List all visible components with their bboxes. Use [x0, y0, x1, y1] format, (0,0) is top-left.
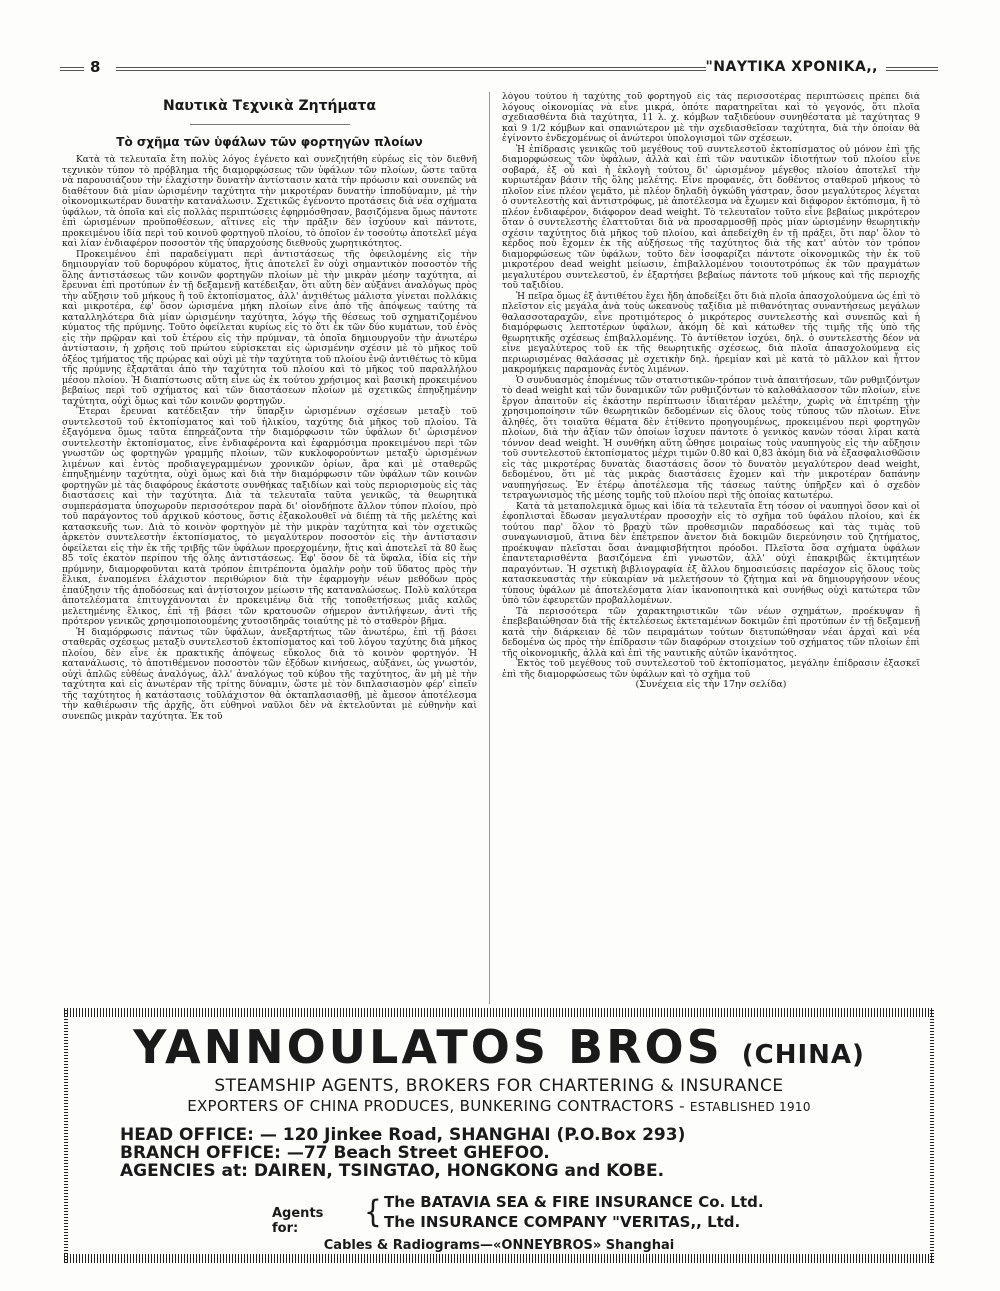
ad-services-line: STEAMSHIP AGENTS, BROKERS FOR CHARTERING & INSURANCE [214, 1076, 784, 1096]
section-title-rule [190, 124, 350, 125]
ad-exporters-text: EXPORTERS OF CHINA PRODUCES, BUNKERING CONTRACTORS - [187, 1097, 690, 1115]
brace-icon: { [364, 1193, 382, 1230]
paragraph: Ἐκτὸς τοῦ μεγέθους τοῦ συντελεστοῦ τοῦ ἐκτοπίσματος, μεγάλην ἐπίδρασιν ἐξασκεῖ ἐπὶ τῆς διαμορφώσεως τῶν ὑφάλων καὶ τὸ σχῆμα τοῦ [502, 659, 920, 680]
paragraph: Ἡ διαμόρφωσις πάντως τῶν ὑφάλων, ἀνεξαρτήτως τῶν ἀνωτέρω, ἐπὶ τῇ βάσει σταθερᾶς σχέσεως μεταξὺ συντελεστοῦ ἐκτοπίσματος καὶ τοῦ λόγου ταχύτης διὰ μῆκος πλοίου, δὲν εἶνε ἐκ πρακτικῆς ἀπόψεως εὔκολος διὰ τὸ κοινὸν φορτηγόν. Ἡ κατανάλωσις, τὸ ἀποτιθέμενον ποσοστὸν τῶν ἐξόδων κινήσεως, αὐξάνει, ὡς γνωστόν, οὐχὶ ἁπλῶς εὐθέως ἀναλόγως, ἀλλ' ἀναλόγως τοῦ κύβου τῆς ταχύτητος, ἂν μὴ μὲ τὴν ταχύτητα καὶ εἰς ἀνωτέραν τῆς τρίτης δύναμιν, ὥστε μὲ τὸν διπλασιασμὸν φέρ' εἰπεῖν τῆς ταχύτητος ἡ κατάστασις τοῦλάχιστον θὰ ὀκταπλασιασθῇ, μὲ ἄμεσον ἀποτέλεσμα τὴν καθιέρωσιν τῆς ἀρχῆς, ὅτι εὐθηνοὶ ναῦλοι δὲν νὰ ἐκτελοῦνται μὲ εὐθηνὴν καὶ συνεπῶς μικρὰν ταχύτητα. Ἐκ τοῦ [62, 627, 477, 722]
page-number: 8 [90, 58, 101, 76]
ad-agencies: AGENCIES at: DAIREN, TSINGTAO, HONGKONG and KOBE. [120, 1161, 665, 1181]
header-rule-middle [116, 67, 706, 71]
paragraph: Ὁ συνδυασμὸς ἑπομένως τῶν στατιστικῶν-τρόπον τινὰ ἀπαιτήσεων, τῶν ρυθμιζόντων τὸ dead weight καὶ τῶν δυναμικῶν τῶν ρυθμιζόντων τὸ καλοθάλασσον τῶν πλοίων, εἶνε ἔργον ἀπαιτοῦν εἰς ἑκάστην περίπτωσιν ἰδιαιτέραν μελέτην, χωρὶς νὰ ἐπιτρέπῃ τὴν χρησιμοποίησιν τῶν θεωρητικῶν δεδομένων εἰς ὅλους τοὺς τύπους τῶν πλοίων. Εἶνε ἀληθές, ὅτι τοιαῦτα θέματα δὲν ἐτίθεντο προηγουμένως, προκειμένου περὶ φορτηγῶν πλοίων, διὰ τὴν ἀξίαν τῶν ὁποίων ἴσχυεν πάντοτε ὁ γενικὸς κανὼν τόσαι λίραι κατὰ τόννον dead weight. Ἡ συνθήκη αὕτη ὤθησε μοιραίως τοὺς ναυπηγοὺς εἰς τὴν αὔξησιν τοῦ συντελεστοῦ ἐκτοπίσματος μέχρι τιμῶν 0.80 καὶ 0,83 ἀκόμη διὰ νὰ ἐξασφαλισθῶσιν εἰς τὰς μικροτέρας δυνατὰς διαστάσεις ὅσον τὸ δυνατὸν μεγαλύτερον dead weight, δεδομένου, ὅτι μὲ τὰς μικρὰς διαστάσεις ἔχομεν καὶ τὴν μικροτέραν δαπάνην ναυπηγήσεως. Ἐν ἑτέρῳ ἀποτέλεσμα τῆς τάσεως ταύτης ὑπῆρξεν καὶ ὁ σχεδὸν τετραγωνισμὸς τῆς μέσης τομῆς τοῦ πλοίου περὶ τῆς ὁποίας κατωτέρω. [502, 375, 920, 501]
advertisement-box [64, 1008, 934, 1263]
ad-branch-office: BRANCH OFFICE: —77 Beach Street GHEFOO. [120, 1143, 550, 1163]
page-header [60, 58, 938, 82]
ad-border-bottom [64, 1254, 934, 1263]
paragraph: Τὰ περισσότερα τῶν χαρακτηριστικῶν τῶν νέων σχημάτων, προέκυψαν ἢ ἐπεβεβαιώθησαν διὰ τῆς ἐκτελέσεως ἐκτεταμένων δοκιμῶν ἐπὶ προτύπων ἐν τῇ δεξαμενῇ κατὰ τὴν διάρκειαν δὲ τῶν πειραμάτων τούτων διετυπώθησαν νέαι ἀρχαὶ καὶ νέα δεδομένα ὡς πρὸς τὴν ἐπίδρασιν τῶν διαφόρων στοιχείων τοῦ σχήματος τῶν πλοίων ἐπὶ τῆς οἰκονομικῆς, ἀλλὰ καὶ ἐπὶ τῆς ναυτικῆς αὐτῶν ἱκανότητος. [502, 606, 920, 659]
paragraph: Προκειμένου ἐπὶ παραδείγματι περὶ ἀντιστάσεως τῆς ὀφειλομένης εἰς τὴν δημιουργίαν τοῦ δορυφόρου κύματος, ἥτις ἀποτελεῖ ἓν οὐχὶ σημαντικὸν ποσοστὸν τῆς ὅλης ἀντιστάσεως τῶν κοινῶν φορτηγῶν πλοίων μὲ τὴν μικρὰν μέσην ταχύτητα, αἱ ἔρευναι ἐπὶ προτύπων ἐν τῇ δεξαμενῇ κατέδειξαν, ὅτι αὕτη δὲν αὐξάνει ἀναλόγως πρὸς τὴν αὔξησιν τοῦ μήκους ἢ τοῦ ἐκτοπίσματος, ἀλλ' ἀντιθέτως μάλιστα γίνεται πολλάκις καὶ μικροτέρα, ἐφ' ὅσον ὡρισμένα μήκη πλοίων εἶνε ἀπὸ τῆς ἀπόψεως ταύτης τὰ καταλληλότερα διὰ μίαν ὡρισμένην ταχύτητα, λόγῳ τῆς θέσεως τοῦ σχηματιζομένου κύματος τῆς πρύμνης. Τοῦτο ὀφείλεται κυρίως εἰς τὸ ὅτι ἐκ τῶν δύο κυμάτων, τοῦ ἑνὸς εἰς τὴν πρῷραν καὶ τοῦ ἑτέρου εἰς τὴν πρύμναν, τὰ ὁποῖα δημιουργοῦν τὴν ἀνωτέρω ἀντίστασιν, ἡ χρῆσις τοῦ πρώτου εὑρίσκεται εἰς ὡρισμένην σχέσιν μὲ τὸ μῆκος τοῦ ὀξέος τμήματος τῆς πρῴρας καὶ οὐχὶ μὲ τὴν ταχύτητα τοῦ πλοίου ἐνῷ ἀντιθέτως τὸ κῦμα τῆς πρύμνης ἐξαρτᾶται ἀπὸ τὴν ταχύτητα τοῦ πλοίου καὶ τὸ μῆκος τοῦ παραλλήλου μέσου πλοίου. Ἡ διαπίστωσις αὕτη εἶνε ὡς ἐκ τούτου χρήσιμος καὶ βασικὴ προκειμένου βεβαίως περὶ τοῦ σχήματος καὶ τῶν διαστάσεων πλοίων μὲ σχετικῶς ἐπηυξημένην ταχύτητα, οὐχὶ ὅμως καὶ τῶν κοινῶν φορτηγῶν. [62, 249, 477, 407]
ad-brand-suffix: (CHINA) [741, 1040, 865, 1070]
ad-agent-veritas: The INSURANCE COMPANY "VERITAS,, Ltd. [384, 1213, 741, 1231]
article-column-right [502, 92, 920, 1004]
ad-border-top [64, 1008, 934, 1017]
ad-addresses [120, 1126, 685, 1180]
ad-agent-batavia: The BATAVIA SEA & FIRE INSURANCE Co. Ltd. [384, 1193, 764, 1211]
paragraph: Ἕτεραι ἔρευναι κατέδειξαν τὴν ὕπαρξιν ὡρισμένων σχέσεων μεταξὺ τοῦ συντελεστοῦ τοῦ ἐκτοπίσματος καὶ τοῦ ἡλικίου, ταχύτης διὰ μῆκος τοῦ πλοίου. Τὰ ἐξαγόμενα ὅμως ταῦτα ἐπηρεάζοντα τὴν διαμόρφωσιν τῶν ὑφάλων δι' ὡρισμένον συντελεστὴν ἐκτοπίσματος, εἶνε ἐνδιαφέροντα καὶ ἐφαρμόσιμα προκειμένου περὶ τῶν γνωστῶν ὡς φορτηγῶν γραμμῆς πλοίων, τῶν κυκλοφορούντων μεταξὺ ὡρισμένων λιμένων καὶ ἐντὸς προδιαγεγραμμένων χρονικῶν ὁρίων, ἄρα καὶ μὲ σταθερῶς ἐπηυξημένην ταχύτητα, οὐχὶ ὅμως καὶ διὰ τὴν διαμόρφωσιν τῶν ὑφάλων τῶν κοινῶν φορτηγῶν μὲ τὰς διαφόρους ἑκάστοτε συνθήκας ταξιδίων καὶ τοὺς περιορισμοὺς εἰς τὰς διαστάσεις καὶ τὴν ταχύτητα. Διὰ τὰ τελευταῖα ταῦτα γενικῶς, τὰ θεωρητικὰ συμπεράσματα ὑποχωροῦν περισσότερον παρὰ δι' οἱονδήποτε ἄλλον τύπον πλοίου, πρὸ τοῦ παράγοντος τοῦ ἀρχικοῦ κόστους, ὅστις ἐξακολουθεῖ νὰ διέπῃ τὰ τῆς μελέτης καὶ κατασκευῆς των. Διὰ τὸ κοινὸν φορτηγὸν μὲ τὴν μικρὰν ταχύτητα καὶ τὸν σχετικῶς ἀρκετὸν συντελεστὴν ἐκτοπίσματος, τὸ μεγαλύτερον ποσοστὸν εἰς τὴν ἀντίστασιν ὀφείλεται εἰς τὴν ἐκ τῆς τριβῆς τῶν ὑφάλων προερχομένην, ἥτις καὶ ἀποτελεῖ τὰ 80 ἕως 85 τοῖς ἑκατὸν περίπου τῆς ὅλης ἀντιστάσεως. Ἐφ' ὅσον δὲ τὰ ὕφαλα, ἰδία εἰς τὴν πρύμνην, διαμορφοῦνται κατὰ τρόπον ἐπιτρέποντα ὁμαλὴν ροὴν τοῦ ὕδατος πρὸς τὴν ἕλικα, ἐναπομένει ἐλάχιστον περιθώριον διὰ τὴν ἐφαρμογὴν νέων μεθόδων πρὸς ἐπαύξησιν τῆς ἀποδόσεως καὶ ἀντίστοιχον μείωσιν τῆς καταναλώσεως. Πολὺ καλύτερα ἀποτελέσματα ἐπιτυγχάνονται ἐν προκειμένῳ διὰ τῆς τοποθετήσεως μιᾶς καλῶς μελετημένης ἕλικος, ἐπὶ τῇ βάσει τῶν κρατουσῶν σήμερον ἀντιλήψεων, ἀντὶ τῆς πρότερον γενικῶς χρησιμοποιουμένης χυτοσιδηρᾶς τοιαύτης μὲ τὸ σταθερὸν βῆμα. [62, 407, 477, 627]
ad-brand-name: YANNOULATOS BROS [133, 1020, 723, 1074]
publication-title: "ΝΑΥΤΙΚΑ ΧΡΟΝΙΚΑ,, [705, 59, 878, 75]
ad-agents-label: Agents for: [272, 1206, 324, 1236]
header-rule-right [886, 67, 938, 71]
header-rule-left [60, 67, 84, 71]
ad-established: ESTABLISHED 1910 [689, 1100, 811, 1114]
paragraph: λόγου τούτου ἡ ταχύτης τοῦ φορτηγοῦ εἰς τὰς περισσοτέρας περιπτώσεις πρέπει διὰ λόγους οἰκονομίας νὰ εἶνε μικρά, ὁπότε παρατηρεῖται καὶ τὸ γεγονός, ὅτι πλοῖα σχεδιασθέντα διὰ ταχύτητα, 11 λ. χ. κόμβων ταξιδεύουν συνηθέστατα μὲ ταχύτητας 9 καὶ 9 1/2 κόμβων καὶ σπανιώτερον μὲ τὴν σχεδιασθεῖσαν ταχύτητα, διὰ τὴν ὁποίαν θὰ ἐγίνοντο ἐνδεχομένως οἱ ἀνώτεροι ὑπολογισμοὶ τῶν σχέσεων. [502, 92, 920, 144]
ad-agents-list [384, 1192, 764, 1232]
paragraph: Ἡ ἐπίδρασις γενικῶς τοῦ μεγέθους τοῦ συντελεστοῦ ἐκτοπίσματος οὐ μόνον ἐπὶ τῆς διαμορφώσεως τῶν ὑφάλων, ἀλλὰ καὶ ἐπὶ τῶν ναυτικῶν ἰδιοτήτων τοῦ πλοίου εἶνε σοβαρά, ἐξ οὗ καὶ ἡ ἐκλογὴ τούτου δι' ὡρισμένον μέγεθος πλοίου ἀποτελεῖ τὴν κυριωτέραν βάσιν τῆς ὅλης μελέτης. Εἶνε προφανές, ὅτι δοθέντος σταθεροῦ μήκους τὸ πλοῖον εἶνε πλέον γεμᾶτο, μὲ πλέον δηλαδὴ ὀγκώδη γάστραν, ὅσον μεγαλύτερος λέγεται ὁ συντελεστὴς καὶ ἀντιστρόφως, μὲ ἀποτέλεσμα νὰ ἔχωμεν καὶ διάφορον ἐκτόπισμα, ἢ τὸ πλέον ἐνδιαφέρον, διάφορον dead weight. Τὸ τελευταῖον τοῦτο εἶνε βεβαίως μικρότερον ὅταν ὁ συντελεστὴς ἐλαττοῦται διὰ νὰ προσαρμοσθῇ πρὸς μίαν ὡρισμένην θεωρητικὴν σχέσιν ταχύτητος διὰ μῆκος τοῦ πλοίου, καὶ ἀπεδείχθη ἐν τῇ πράξει, ὅτι παρ' ὅλον τὸ κέρδος ποὺ ἔχομεν ἐκ τῆς αὐξήσεως τῆς ταχύτητος διὰ τῆς κατ' αὐτὸν τὸν τρόπον διαμορφώσεως τῶν ὑφάλων, τοῦτο δὲν ἰσοφαρίζει πάντοτε οἰκονομικῶς τὴν ἐκ τοῦ μικροτέρου dead weight μείωσιν, ἐπιβαλλομένου τοιουτοτρόπως ἐκ τῶν πραγμάτων μεγαλυτέρου συντελεστοῦ, ἐν ἐξαρτήσει βεβαίως πάντοτε τοῦ μήκους καὶ τῆς περιοχῆς τοῦ ταξιδίου. [502, 144, 920, 291]
ad-cables: Cables & Radiograms—«ONNEYBROS» Shanghai [323, 1238, 675, 1253]
ad-head-office: HEAD OFFICE: — 120 Jinkee Road, SHANGHAI (P.O.Box 293) [120, 1125, 686, 1145]
ad-brand [64, 1020, 934, 1074]
continuation-note: (Συνέχεια εἰς τὴν 17ην σελίδα) [635, 679, 787, 690]
article-subtitle: Τὸ σχῆμα τῶν ὑφάλων τῶν φορτηγῶν πλοίων [116, 135, 423, 149]
ad-exporters-line [64, 1097, 934, 1115]
paragraph: Κατὰ τὰ τελευταῖα ἔτη πολὺς λόγος ἐγένετο καὶ συνεζητήθη εὐρέως εἰς τὸν διεθνῆ τεχνικὸν τύπον τὸ πρόβλημα τῆς διαμορφώσεως τῶν ὑφάλων τῶν πλοίων, ὥστε ταῦτα νὰ παρουσιάζουν τὴν ἐλαχίστην δυνατὴν ἀντίστασιν κατὰ τὴν πρόωσιν καὶ συνεπῶς νὰ διαθέτουν διὰ μίαν ὡρισμένην ταχύτητα τὴν μικροτέραν δυνατὴν ἱπποδύναμιν, μὲ τὴν οἰκονομικωτέραν δυνατὴν κατανάλωσιν. Σχετικῶς ἐγένοντο προτάσεις διὰ νέα σχήματα ὑφάλων, τὰ ὁποῖα καὶ εἰς πολλὰς περιπτώσεις ἐφηρμόσθησαν, βασιζόμενα ὅμως πάντοτε ἐπὶ ὡρισμένων προϋποθέσεων, αἵτινες εἰς τὴν πρᾶξιν δὲν ἰσχύουν καὶ πάντοτε, προκειμένου ἰδία περὶ τοῦ κοινοῦ φορτηγοῦ πλοίου, τὸ ὁποῖον ἐν τοσούτῳ ἀποτελεῖ μέγα καὶ λίαν ἐνδιαφέρον ποσοστὸν τῆς ὑπαρχούσης διεθνοῦς χωρητικότητος. [62, 155, 477, 249]
section-title: Ναυτικὰ Τεχνικὰ Ζητήματα [163, 98, 376, 114]
paragraph: Ἡ πεῖρα ὅμως ἐξ ἀντιθέτου ἔχει ἤδη ἀποδείξει ὅτι διὰ πλοῖα ἀπασχολούμενα ὡς ἐπὶ τὸ πλεῖστον εἰς μεγάλα ἀνὰ τοὺς ὠκεανοὺς ταξίδια μὲ πιθανότητας συναντήσεως μεγάλων θαλασσοταραχῶν, εἶνε προτιμότερος ὁ μικρότερος συντελεστὴς καὶ συνεπῶς καὶ ἡ διαμόρφωσις λεπτοτέρων ὑφάλων, ἀκόμη δὲ καὶ κάτωθεν τῆς τιμῆς τῆς ὑπὸ τῆς θεωρητικῆς σχέσεως ἐπιβαλλομένης. Τὸ ἀντίθετον ἰσχύει, δηλ. ὁ συντελεστὴς δέον νὰ εἶνε μεγαλύτερος τοῦ ἐκ τῆς θεωρητικῆς σχέσεως, διὰ πλοῖα ἀπασχολούμενα εἰς περιωρισμένας θαλάσσας μὲ σχετικὴν δηλ. ἠρεμίαν καὶ μὲ κατὰ τὸ μᾶλλον καὶ ἧττον μακρομήκεις παραμονὰς ἐντὸς λιμένων. [502, 291, 920, 375]
paragraph: Κατὰ τὰ μεταπολεμικὰ ὅμως καὶ ἰδία τὰ τελευταῖα ἔτη τόσον οἱ ναυπηγοὶ ὅσον καὶ οἱ ἐφοπλισταὶ ἔδωσαν μεγαλυτέραν προσοχὴν εἰς τὸ σχῆμα τοῦ ὑφάλου πλοίου, καὶ ἐκ τούτου παρ' ὅλον τὸ βραχὺ τῶν προθεσμιῶν παραδόσεως καὶ τὰς τιμὰς τοῦ συναγωνισμοῦ, ἄτινα δὲν ἐπέτρεπον ἄνετον διὰ δοκιμῶν διερεύνησιν τοῦ ζητήματος, προέκυψαν πλεῖσται ὅσαι ἀναμφισβήτητοι πρόοδοι. Πλεῖστα ὅσα σχήματα ὑφάλων ἐπαντεταρισθέντα βασιζόμενα ἐπὶ γνωστῶν, ἀλλ' οὐχὶ ἐπακριβῶς ἐκτιμητέων παραγόντων. Ἡ σχετικὴ βιβλιογραφία ἐξ ἄλλου δημοσιεύσεις παρέσχον εἰς ὅλους τοὺς κατασκευαστὰς τὴν εὐκαιρίαν νὰ μελετήσουν τὸ ζήτημα καὶ νὰ δημιουργήσουν νέους τύπους ὑφάλων μὲ ἀποτελέσματα λίαν ἱκανοποιητικὰ καὶ συνήθως οὐχὶ κατώτερα τῶν ὑπὸ τῶν ἐφευρετῶν προβαλλομένων. [502, 501, 920, 606]
article-column-left [62, 92, 477, 1004]
column-divider [489, 92, 490, 1004]
